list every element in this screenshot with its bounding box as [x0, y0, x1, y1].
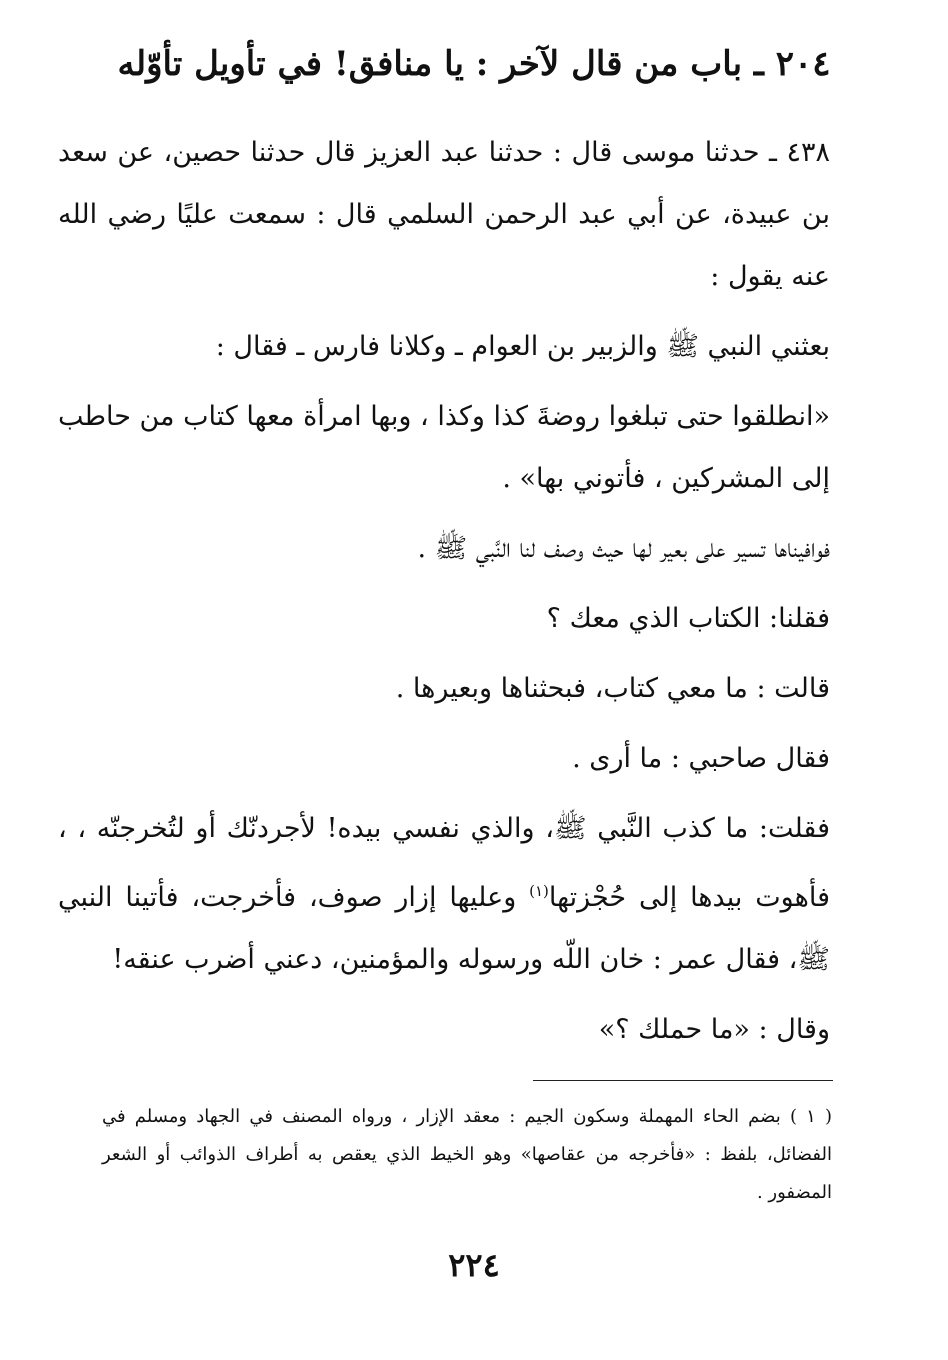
chapter-heading: ٢٠٤ ـ باب من قال لآخر : يا منافق! في تأويل تأوّله [117, 44, 831, 84]
footnote-marker: (١) [529, 882, 549, 900]
paragraph-with-footnote [58, 798, 830, 991]
main-text [58, 122, 830, 1061]
paragraph: فوافيناها تسير على بعير لها حيث وصف لنا النَّبي ﷺ . [417, 533, 830, 564]
paragraph: فقال صاحبي : ما أرى . [572, 743, 830, 774]
paragraph: وقال : «ما حملك ؟» [598, 1014, 830, 1045]
page-number: ٢٢٤ [448, 1246, 500, 1284]
paragraph: بعثني النبي ﷺ والزبير بن العوام ـ وكلانا فارس ـ فقال : [215, 331, 830, 362]
footnote-divider [533, 1080, 833, 1081]
paragraph-part: وعليها إزار صوف، فأخرجت، فأتينا النبي ﷺ، فقال عمر : خان اللّه ورسوله والمؤمنين، دعني أضرب عنقه! [58, 882, 830, 975]
paragraph-part: فقلت: ما كذب النَّبي ﷺ، والذي نفسي بيده! لأجردنّك أو لتُخرجنّه ، ، فأهوت بيدها إلى حُجْزتها [58, 813, 830, 913]
footnote: ( ١ ) بضم الحاء المهملة وسكون الجيم : معقد الإزار ، ورواه المصنف في الجهاد ومسلم في الفضائل، بلفظ : «فأخرجه من عقاصها» وهو الخيط الذي يعقص به أطراف الذوائب أو الشعر المضفور . [102, 1106, 832, 1203]
hadith-isnad: ٤٣٨ ـ حدثنا موسى قال : حدثنا عبد العزيز قال حدثنا حصين، عن سعد بن عبيدة، عن أبي عبد الرحمن السلمي قال : سمعت عليًا رضي الله عنه يقول : [58, 137, 830, 292]
paragraph: فقلنا: الكتاب الذي معك ؟ [546, 603, 830, 634]
paragraph: «انطلقوا حتى تبلغوا روضةَ كذا وكذا ، وبها امرأة معها كتاب من حاطب إلى المشركين ، فأتوني بها» . [58, 401, 830, 494]
paragraph: قالت : ما معي كتاب، فبحثناها وبعيرها . [395, 673, 830, 704]
